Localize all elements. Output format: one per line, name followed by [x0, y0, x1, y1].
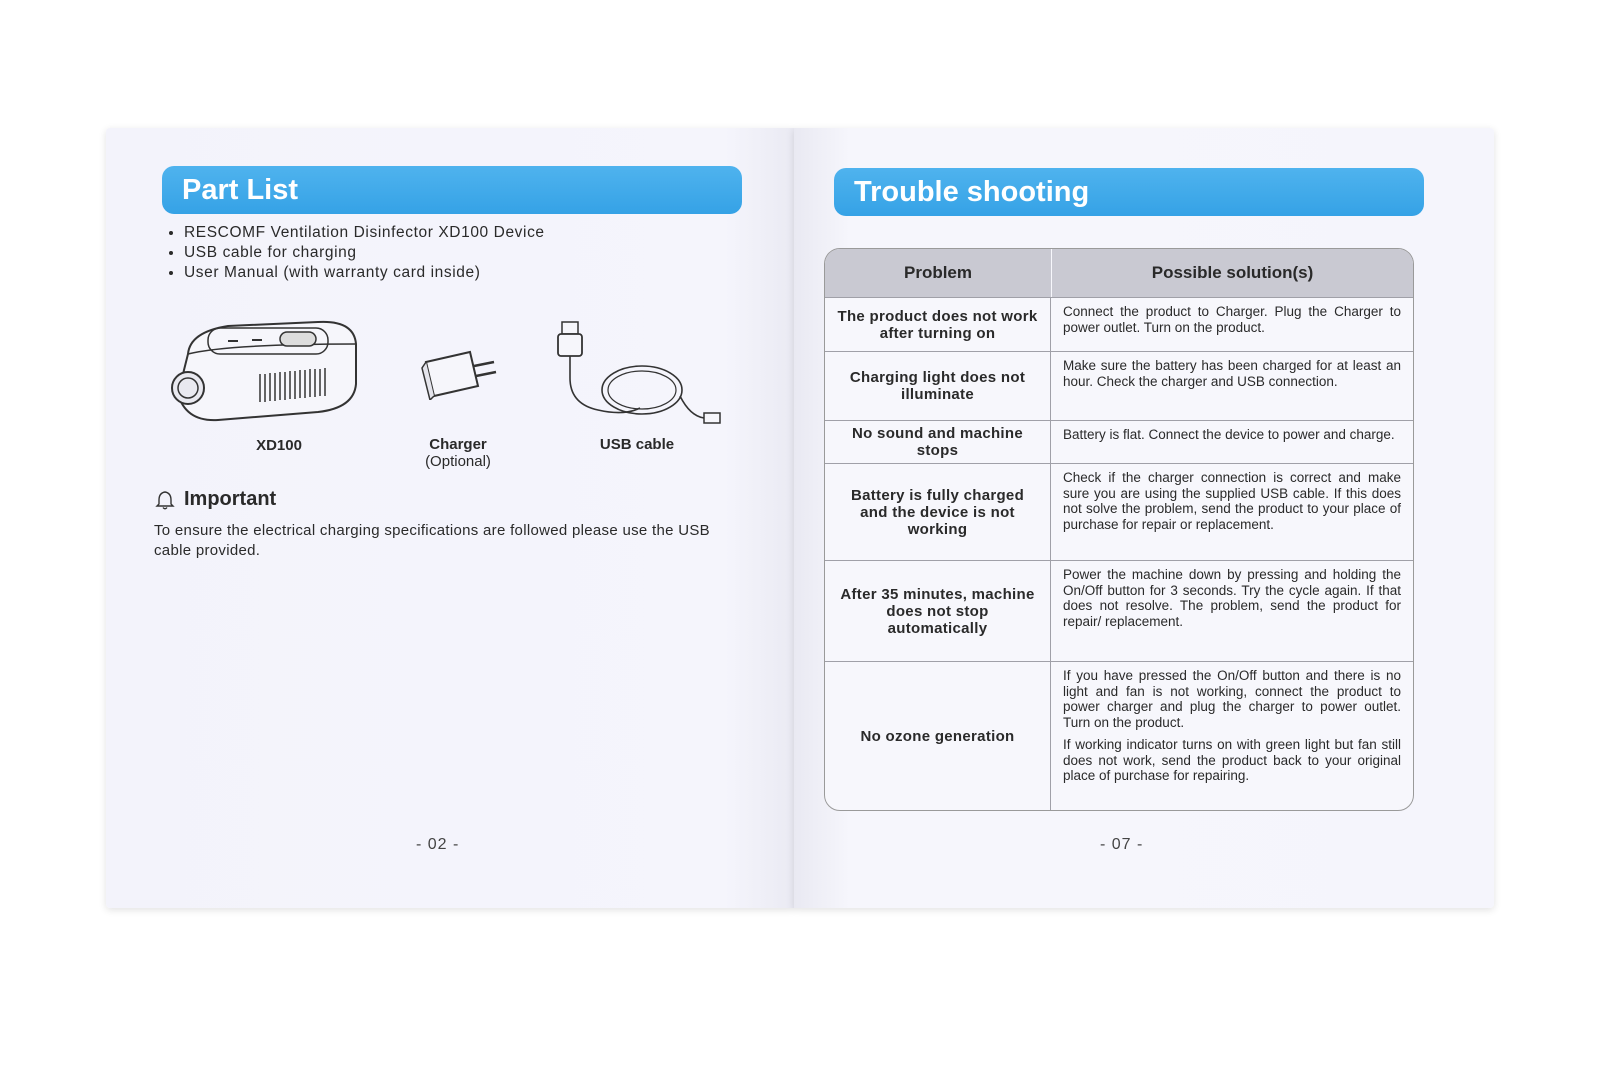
- list-item: • RESCOMF Ventilation Disinfector XD100 Device: [184, 223, 545, 243]
- solution-text: Make sure the battery has been charged for at least an hour. Check the charger and USB connection.: [1063, 358, 1401, 389]
- important-text: To ensure the electrical charging specifications are followed please use the USB cable provided.: [154, 522, 710, 559]
- solution-text: Check if the charger connection is correct and make sure you are using the supplied USB cable. If this does not solve the problem, send the product to your place of purchase for repair or replacement.: [1063, 470, 1401, 532]
- problem-cell: The product does not work after turning on: [825, 298, 1051, 351]
- solution-cell: [1051, 464, 1413, 560]
- usb-cable-illustration: [554, 318, 730, 434]
- solution-text: Battery is flat. Connect the device to power and charge.: [1063, 427, 1395, 442]
- problem-cell: No ozone generation: [825, 662, 1051, 810]
- problem-cell: Charging light does not illuminate: [825, 352, 1051, 420]
- solution-text: Power the machine down by pressing and holding the On/Off button for 3 seconds. Try the cycle again. If that does not resolve. The problem, send the product for repair/ replacement.: [1063, 567, 1401, 629]
- table-header-row: [825, 249, 1413, 297]
- solution-cell: [1051, 298, 1413, 351]
- solution-text: If you have pressed the On/Off button and there is no light and fan is not working, connect the product to power charger and plug the charger to power outlet. Turn on the product.: [1063, 668, 1401, 730]
- solution-text: If working indicator turns on with green light but fan still does not work, send the product back to your original place of purchase for repairing.: [1063, 737, 1401, 783]
- charger-optional-text: (Optional): [425, 453, 491, 470]
- problem-cell: Battery is fully charged and the device is not working: [825, 464, 1051, 560]
- booklet: [106, 128, 1494, 908]
- important-heading: [154, 488, 276, 511]
- solution-text: Connect the product to Charger. Plug the Charger to power outlet. Turn on the product.: [1063, 304, 1401, 335]
- charger-label-text: Charger: [429, 436, 487, 453]
- page-number: - 07 -: [1100, 836, 1144, 853]
- table-row: [825, 560, 1413, 661]
- device-illustration: [168, 314, 364, 430]
- solution-cell: [1051, 352, 1413, 420]
- page-number: - 02 -: [416, 836, 460, 853]
- solution-cell: [1051, 662, 1413, 810]
- troubleshooting-table: [824, 248, 1414, 811]
- table-row: [825, 661, 1413, 810]
- left-page: [106, 128, 794, 908]
- table-row: [825, 297, 1413, 351]
- table-row: [825, 351, 1413, 420]
- trouble-shooting-header: Trouble shooting: [834, 168, 1424, 216]
- usb-cable-label: USB cable: [599, 436, 675, 453]
- charger-label: [402, 436, 514, 470]
- table-row: [825, 463, 1413, 560]
- list-item: • User Manual (with warranty card inside): [184, 263, 545, 283]
- table-row: [825, 420, 1413, 463]
- problem-cell: No sound and machine stops: [825, 421, 1051, 463]
- problem-cell: After 35 minutes, machine does not stop automatically: [825, 561, 1051, 661]
- device-label: XD100: [256, 437, 302, 454]
- bell-icon: [154, 489, 176, 511]
- solution-cell: [1051, 561, 1413, 661]
- parts-list: [162, 223, 545, 283]
- solution-cell: [1051, 421, 1413, 463]
- charger-illustration: [420, 344, 500, 400]
- list-item: • USB cable for charging: [184, 243, 545, 263]
- right-page: [794, 128, 1494, 908]
- important-title: Important: [184, 488, 277, 510]
- column-header-problem: Problem: [825, 249, 1052, 297]
- column-header-solutions: Possible solution(s): [1151, 263, 1314, 282]
- part-list-header: Part List: [162, 166, 742, 214]
